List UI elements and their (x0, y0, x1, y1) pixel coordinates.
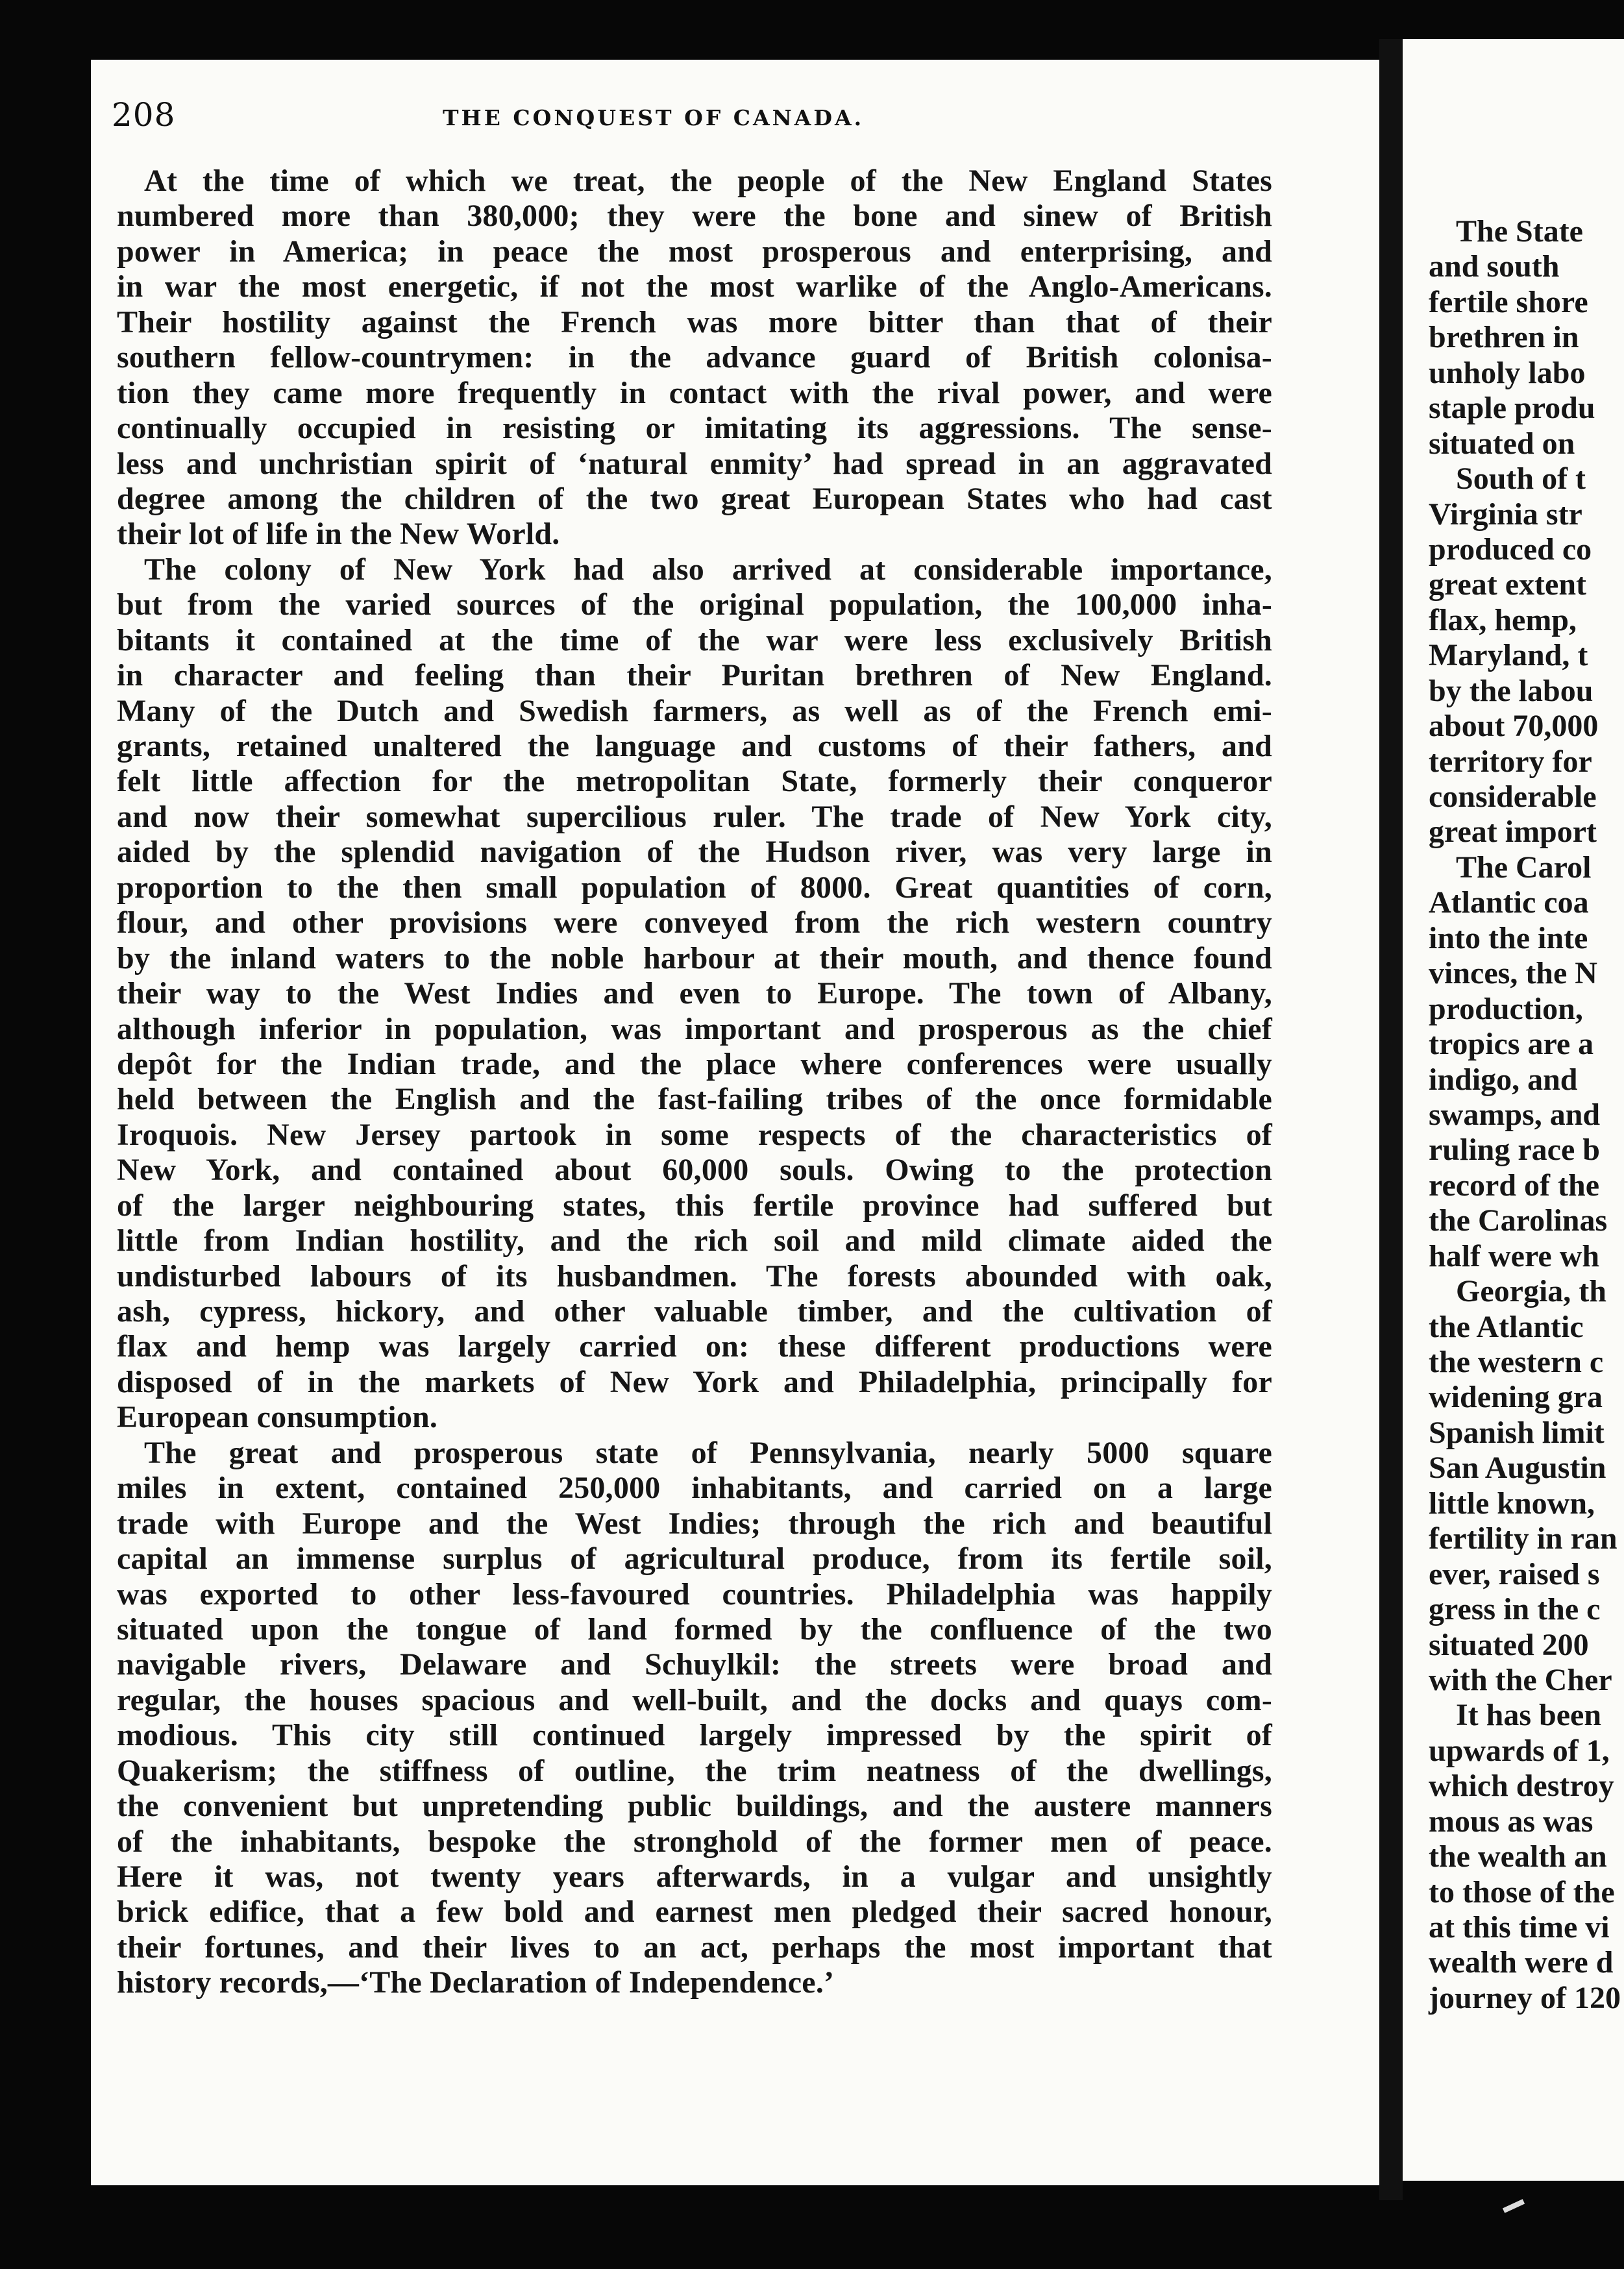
text-line: Their hostility against the French was more bitter than that of their (117, 304, 1272, 339)
text-line: although inferior in population, was important and prosperous as the chief (117, 1011, 1272, 1046)
facing-line: situated on (1429, 426, 1575, 461)
text-line: aided by the splendid navigation of the Hudson river, was very large in (117, 835, 1272, 870)
book-page-right (1403, 39, 1624, 2181)
text-line: Here it was, not twenty years afterwards, in a vulgar and unsightly (117, 1859, 1272, 1894)
facing-line: by the labou (1429, 673, 1593, 708)
facing-line: production, (1429, 991, 1583, 1026)
text-line: of the larger neighbouring states, this fertile province had suffered but (117, 1188, 1272, 1223)
text-line: navigable rivers, Delaware and Schuylkil: the streets were broad and (117, 1647, 1272, 1682)
facing-line: swamps, and (1429, 1097, 1601, 1132)
facing-line: The State (1456, 214, 1583, 249)
text-line: their lot of life in the New World. (117, 517, 560, 552)
facing-line: San Augustin (1429, 1451, 1606, 1486)
facing-line: Atlantic coa (1429, 885, 1589, 920)
text-line: Iroquois. New Jersey partook in some respects of the characteristics of (117, 1117, 1272, 1152)
facing-line: which destroy (1429, 1769, 1614, 1804)
facing-line: half were wh (1429, 1238, 1600, 1273)
running-title: THE CONQUEST OF CANADA. (443, 105, 865, 130)
facing-line: great extent (1429, 567, 1586, 602)
facing-line: widening gra (1429, 1380, 1603, 1415)
facing-line: produced co (1429, 532, 1592, 567)
facing-line: brethren in (1429, 320, 1579, 355)
facing-line: at this time vi (1429, 1910, 1610, 1944)
text-line: by the inland waters to the noble harbour at their mouth, and thence found (117, 940, 1272, 975)
text-line: in war the most energetic, if not the most warlike of the Anglo-Americans. (117, 269, 1272, 304)
facing-line: the western c (1429, 1345, 1604, 1379)
facing-line: South of t (1456, 461, 1586, 497)
facing-line: situated 200 (1429, 1627, 1589, 1662)
text-line: flour, and other provisions were conveyed from the rich western country (117, 905, 1272, 940)
text-line: At the time of which we treat, the people of the New England States (144, 164, 1272, 198)
text-line: trade with Europe and the West Indies; through the rich and beautiful (117, 1506, 1272, 1541)
facing-line: fertile shore (1429, 284, 1588, 319)
text-line: of the inhabitants, bespoke the stronghold of the former men of peace. (117, 1824, 1272, 1859)
text-line: tion they came more frequently in contact with the rival power, and were (117, 375, 1272, 410)
text-line: little from Indian hostility, and the rich soil and mild climate aided the (117, 1223, 1272, 1258)
text-line: brick edifice, that a few bold and earnest men pledged their sacred honour, (117, 1895, 1272, 1930)
page-header (112, 96, 1273, 135)
text-line: undisturbed labours of its husbandmen. The forests abounded with oak, (117, 1258, 1272, 1294)
text-line: in character and feeling than their Puritan brethren of New England. (117, 658, 1272, 693)
text-line: the convenient but unpretending public buildings, and the austere manners (117, 1789, 1272, 1824)
facing-line: gress in the c (1429, 1592, 1601, 1627)
text-line: The great and prosperous state of Pennsylvania, nearly 5000 square (144, 1435, 1272, 1470)
facing-line: record of the (1429, 1168, 1600, 1203)
page-number: 208 (112, 96, 176, 134)
text-line: numbered more than 380,000; they were the bone and sinew of British (117, 199, 1272, 234)
text-line: bitants it contained at the time of the war were less exclusively British (117, 622, 1272, 657)
text-line: modious. This city still continued largely impressed by the spirit of (117, 1718, 1272, 1753)
text-line: Many of the Dutch and Swedish farmers, as well as of the French emi- (117, 693, 1272, 728)
text-line: Quakerism; the stiffness of outline, the trim neatness of the dwellings, (117, 1753, 1272, 1788)
facing-line: to those of the (1429, 1874, 1615, 1909)
text-line: degree among the children of the two great European States who had cast (117, 481, 1272, 516)
facing-line: great import (1429, 815, 1597, 850)
text-line: southern fellow-countrymen: in the advance guard of British colonisa- (117, 340, 1272, 375)
facing-line: ever, raised s (1429, 1556, 1600, 1591)
facing-line: wealth were d (1429, 1945, 1614, 1980)
text-line: their way to the West Indies and even to Europe. The town of Albany, (117, 976, 1272, 1011)
facing-line: fertility in ran (1429, 1521, 1618, 1556)
facing-line: about 70,000 (1429, 709, 1599, 744)
text-line: power in America; in peace the most prosperous and enterprising, and (117, 234, 1272, 269)
facing-line: and south (1429, 249, 1560, 284)
facing-line: journey of 120 (1429, 1980, 1621, 2015)
text-line: continually occupied in resisting or imitating its aggressions. The sense- (117, 411, 1272, 446)
text-line: and now their somewhat supercilious ruler. The trade of New York city, (117, 799, 1272, 834)
text-line: ash, cypress, hickory, and other valuable timber, and the cultivation of (117, 1294, 1272, 1329)
facing-line: tropics are a (1429, 1027, 1594, 1062)
book-gutter (1379, 39, 1403, 2200)
text-line: but from the varied sources of the original population, the 100,000 inha- (117, 587, 1272, 622)
text-line: flax and hemp was largely carried on: these different productions were (117, 1329, 1272, 1364)
facing-line: vinces, the N (1429, 956, 1597, 991)
text-line: capital an immense surplus of agricultural produce, from its fertile soil, (117, 1541, 1272, 1576)
text-line: history records,—‘The Declaration of Independence.’ (117, 1965, 835, 2000)
facing-line: Virginia str (1429, 497, 1582, 532)
facing-line: unholy labo (1429, 355, 1586, 390)
text-line: held between the English and the fast-failing tribes of the once formidable (117, 1082, 1272, 1117)
facing-line: little known, (1429, 1486, 1595, 1521)
scan-mark (1503, 2199, 1525, 2213)
text-line: was exported to other less-favoured countries. Philadelphia was happily (117, 1576, 1272, 1612)
facing-line: Georgia, th (1456, 1274, 1606, 1309)
facing-line: Maryland, t (1429, 638, 1588, 673)
text-line: New York, and contained about 60,000 souls. Owing to the protection (117, 1153, 1272, 1188)
facing-line: the Carolinas (1429, 1203, 1608, 1238)
facing-line: indigo, and (1429, 1062, 1578, 1097)
facing-line: Spanish limit (1429, 1415, 1605, 1450)
facing-line: mous as was (1429, 1804, 1593, 1839)
facing-line: the Atlantic (1429, 1309, 1584, 1344)
text-line: The colony of New York had also arrived at considerable importance, (144, 552, 1272, 587)
facing-line: upwards of 1, (1429, 1733, 1610, 1768)
text-line: grants, retained unaltered the language and customs of their fathers, and (117, 729, 1272, 763)
text-line: depôt for the Indian trade, and the place where conferences were usually (117, 1046, 1272, 1081)
text-line: regular, the houses spacious and well-built, and the docks and quays com- (117, 1682, 1272, 1717)
facing-line: with the Cher (1429, 1662, 1612, 1697)
facing-line: the wealth an (1429, 1839, 1607, 1874)
body-text (117, 164, 1272, 2001)
text-line: less and unchristian spirit of ‘natural enmity’ had spread in an aggravated (117, 446, 1272, 481)
text-line: felt little affection for the metropolitan State, formerly their conqueror (117, 764, 1272, 799)
text-line: proportion to the then small population of 8000. Great quantities of corn, (117, 870, 1272, 905)
facing-line: flax, hemp, (1429, 602, 1577, 637)
facing-page-text (1429, 214, 1621, 2016)
text-line: situated upon the tongue of land formed by the confluence of the two (117, 1612, 1272, 1647)
text-line: their fortunes, and their lives to an act, perhaps the most important that (117, 1930, 1272, 1965)
facing-line: It has been (1456, 1698, 1602, 1733)
text-line: European consumption. (117, 1400, 438, 1435)
facing-line: into the inte (1429, 920, 1588, 955)
text-line: miles in extent, contained 250,000 inhabitants, and carried on a large (117, 1471, 1272, 1506)
facing-line: The Carol (1456, 850, 1592, 885)
text-line: disposed of in the markets of New York and Philadelphia, principally for (117, 1364, 1272, 1399)
facing-line: considerable (1429, 779, 1597, 814)
facing-line: staple produ (1429, 391, 1595, 426)
facing-line: territory for (1429, 744, 1592, 779)
facing-line: ruling race b (1429, 1133, 1600, 1168)
